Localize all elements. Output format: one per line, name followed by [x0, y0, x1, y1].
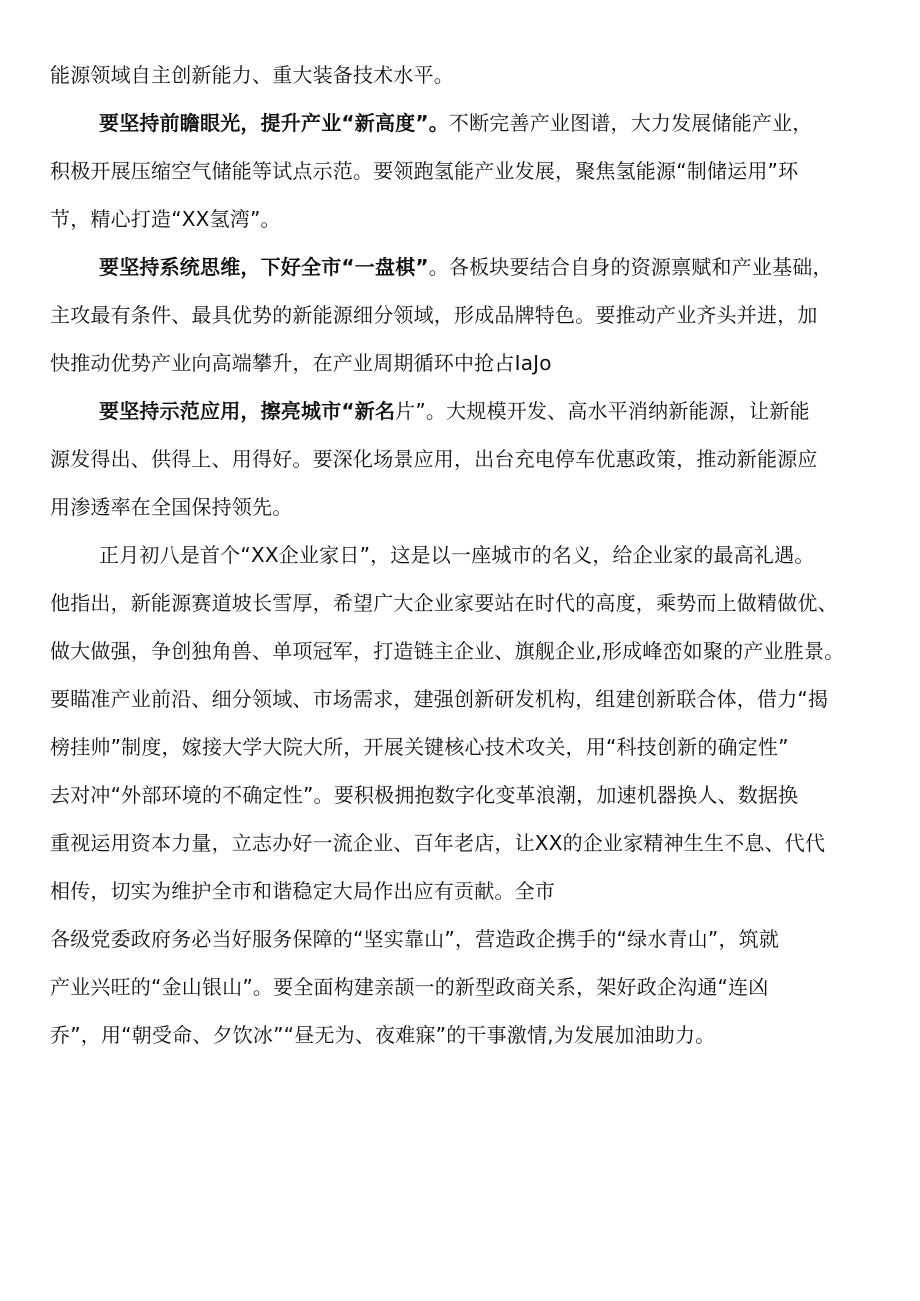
text-line: 做大做强，争创独角兽、单项冠军，打造链主企业、旗舰企业,形成峰峦如聚的产业胜景。: [50, 639, 845, 663]
text-line: [99, 109, 813, 137]
text-line: 重视运用资本力量，立志办好一流企业、百年老店，让XX的企业家精神生生不息、代代: [50, 831, 826, 855]
text-line: 各级党委政府务必当好服务保障的“坚实靠山”，营造政企携手的“绿水青山”，筑就: [50, 927, 780, 951]
text-line: 乔”，用“朝受命、夕饮冰”“昼无为、夜难寐”的干事激情,为发展加油助力。: [50, 1023, 716, 1047]
text-line: 正月初八是首个“XX企业家日”，这是以一座城市的名义，给企业家的最高礼遇。: [99, 543, 815, 567]
text-line: 能源领域自主创新能力、重大装备技术水平。: [50, 63, 454, 87]
text-line: 产业兴旺的“金山银山”。要全面构建亲颉一的新型政商关系，架好政企沟通“连凶: [50, 975, 769, 999]
paragraph-heading: 要坚持示范应用，擦亮城市“新名: [99, 399, 396, 423]
text-span: 片”。大规模开发、高水平消纳新能源，让新能: [395, 399, 810, 423]
text-line: [99, 253, 833, 281]
text-line: 节，精心打造“XX氢湾”。: [50, 207, 281, 231]
text-line: 去对冲“外部环境的不确定性”。要积极拥抱数字化变革浪潮，加速机器换人、数据换: [50, 783, 799, 807]
text-line: 主攻最有条件、最具优势的新能源细分领域，形成品牌特色。要推动产业齐头并进，加: [50, 303, 818, 327]
paragraph-heading: 要坚持系统思维，下好全市“一盘棋”: [99, 255, 429, 279]
text-line: [99, 397, 810, 425]
text-span: 不断完善产业图谱，大力发展储能产业，: [448, 111, 813, 135]
text-line: 积极开展压缩空气储能等试点示范。要领跑氢能产业发展，聚焦氢能源“制储运用”环: [50, 159, 799, 183]
text-line: 快推动优势产业向高端攀升，在产业周期循环中抢占IaJo: [50, 351, 552, 375]
text-line: 要瞄准产业前沿、细分领域、市场需求，建强创新研发机构，组建创新联合体，借力“揭: [50, 687, 829, 711]
text-line: 相传，切实为维护全市和谐稳定大局作出应有贡献。全市: [50, 879, 555, 903]
text-line: 源发得出、供得上、用得好。要深化场景应用，出台充电停车优惠政策，推动新能源应: [50, 447, 818, 471]
text-line: 他指出，新能源赛道坡长雪厚，希望广大企业家要站在时代的高度，乘势而上做精做优、: [50, 591, 838, 615]
text-line: 用渗透率在全国保持领先。: [50, 495, 293, 519]
paragraph-heading: 要坚持前瞻眼光，提升产业“新高度”。: [99, 111, 449, 135]
text-span: 。各板块要结合自身的资源禀赋和产业基础，: [428, 255, 833, 279]
text-line: 榜挂帅”制度，嫁接大学大院大所，开展关键核心技术攻关，用“科技创新的确定性”: [50, 735, 789, 759]
